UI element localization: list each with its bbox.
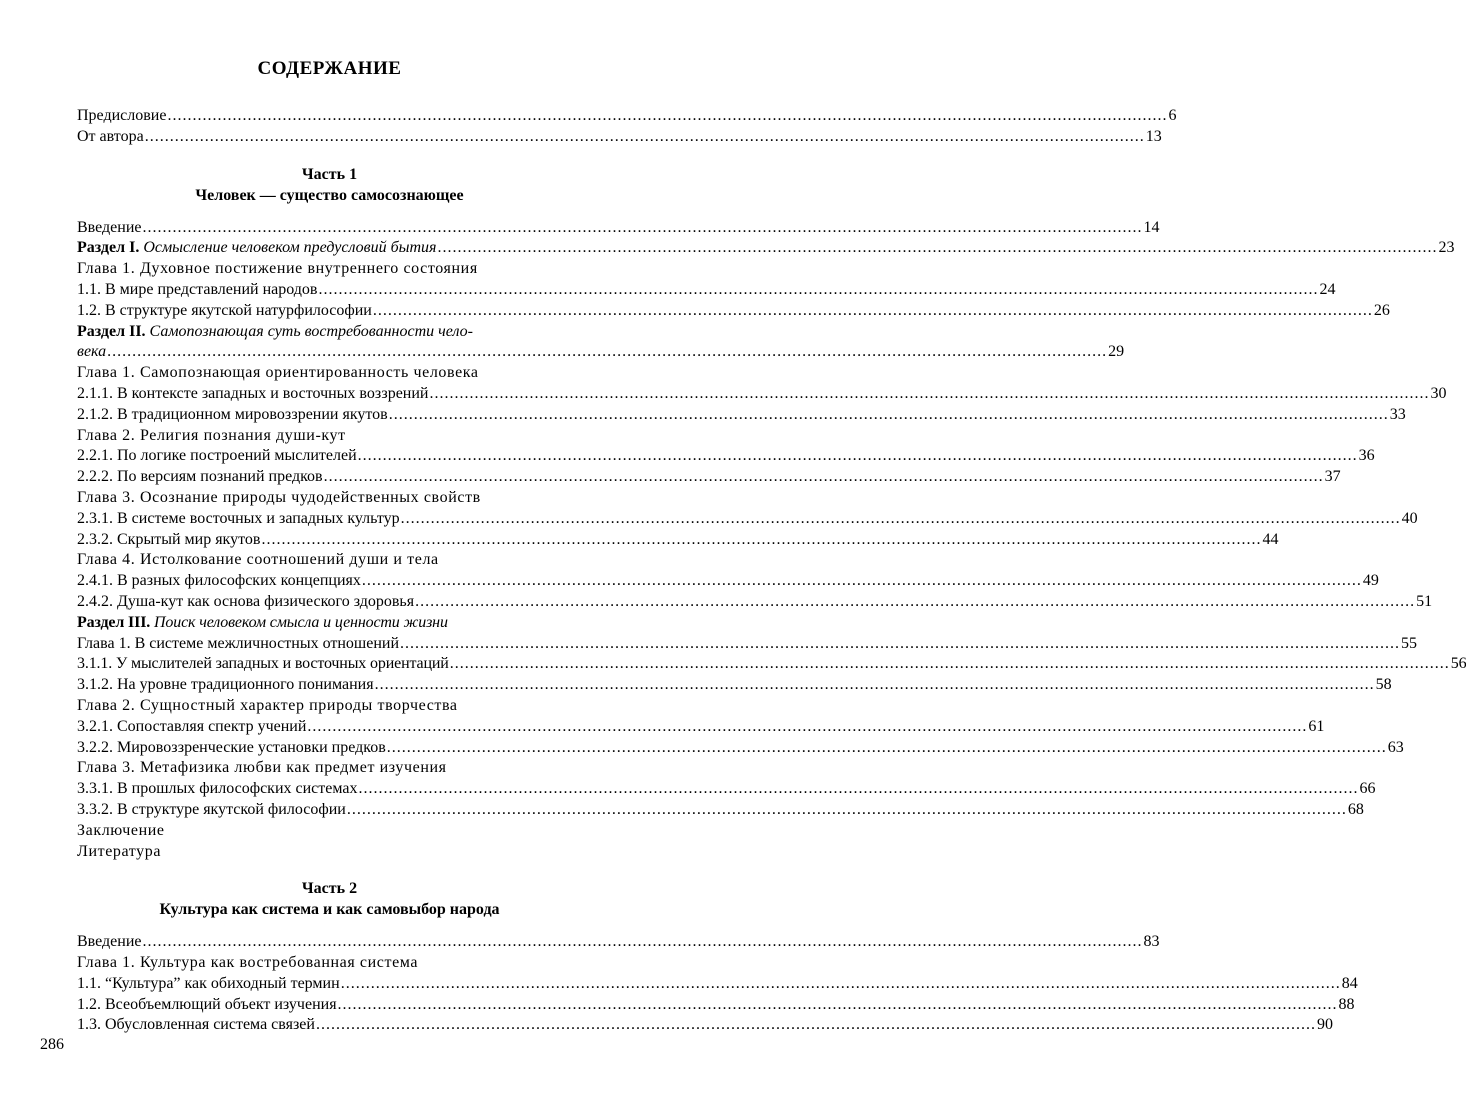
entry-page: 14 — [1143, 218, 1160, 236]
part1-heading-block — [77, 164, 582, 206]
chapter-heading: Глава 2. Сущностный характер природы творчества — [77, 696, 458, 714]
chapter-heading: Глава 1. Духовное постижение внутреннего состояния — [77, 260, 478, 278]
entry-page: 63 — [1387, 738, 1404, 756]
dot-leader: ........................................................................................................................................................................................................ — [415, 592, 1416, 610]
toc-section1 — [77, 238, 1455, 259]
toc-page — [77, 58, 1466, 1036]
toc-entry — [77, 738, 1404, 759]
entry-page: 36 — [1358, 447, 1375, 465]
entry-label: 2.3.2. Скрытый мир якутов — [77, 530, 261, 548]
toc-section2 — [77, 322, 582, 343]
entry-label: 1.1. “Культура” как обиходный термин — [77, 974, 340, 992]
toc-entry — [77, 301, 1390, 322]
toc-entry-part2-intro — [77, 932, 1160, 953]
toc-entry — [77, 779, 1376, 800]
dot-leader: ........................................................................................................................................................................................................ — [167, 107, 1168, 124]
dot-leader: ........................................................................................................................................................................................................ — [437, 239, 1438, 257]
entry-page: 23 — [1438, 239, 1455, 257]
entry-page: 51 — [1416, 592, 1433, 610]
dot-leader: ........................................................................................................................................................................................................ — [386, 738, 1387, 756]
entry-page: 88 — [1338, 995, 1355, 1013]
dot-leader: ........................................................................................................................................................................................................ — [323, 468, 1324, 486]
section-title: Осмысление человеком предусловий бытия — [143, 239, 437, 257]
chapter-heading: Глава 3. Осознание природы чудодейственных свойств — [77, 488, 481, 506]
toc-entry — [77, 280, 1336, 301]
dot-leader: ........................................................................................................................................................................................................ — [429, 384, 1430, 402]
dot-leader: ........................................................................................................................................................................................................ — [374, 676, 1375, 694]
toc-entry — [77, 717, 1325, 738]
dot-leader: ........................................................................................................................................................................................................ — [142, 933, 1143, 951]
toc-section2-cont — [77, 342, 1125, 363]
entry-label: 2.1.2. В традиционном мировоззрении якутов — [77, 405, 388, 423]
toc-entry — [77, 509, 1418, 530]
entry-page: 24 — [1319, 280, 1336, 298]
entry-label: 3.3.1. В прошлых философских системах — [77, 780, 358, 798]
chapter-heading: Глава 1. Самопознающая ориентированность человека — [77, 364, 479, 382]
toc-entry — [77, 1015, 1333, 1036]
entry-label: От автора — [77, 127, 144, 145]
dot-leader: ........................................................................................................................................................................................................ — [400, 634, 1401, 652]
toc-entry — [77, 675, 1392, 696]
section-title-line2: века — [77, 343, 107, 361]
toc-entry-part1-intro — [77, 218, 1160, 239]
entry-page: 49 — [1362, 572, 1379, 590]
entry-page: 55 — [1401, 634, 1418, 652]
literature-entry: Литература — [77, 842, 162, 860]
dot-leader: ........................................................................................................................................................................................................ — [361, 572, 1362, 590]
entry-label: 3.1.1. У мыслителей западных и восточных ориентаций — [77, 655, 449, 673]
conclusion-entry: Заключение — [77, 821, 165, 839]
toc-entry — [77, 995, 1355, 1016]
dot-leader: ........................................................................................................................................................................................................ — [340, 974, 1341, 992]
entry-page: 29 — [1108, 343, 1125, 361]
entry-label: 1.3. Обусловленная система связей — [77, 1016, 315, 1034]
section-title: Поиск человеком смысла и ценности жизни — [153, 613, 448, 631]
dot-leader: ........................................................................................................................................................................................................ — [337, 995, 1338, 1013]
dot-leader: ........................................................................................................................................................................................................ — [358, 780, 1359, 798]
dot-leader: ........................................................................................................................................................................................................ — [107, 343, 1108, 361]
dot-leader: ........................................................................................................................................................................................................ — [388, 405, 1389, 423]
part2-heading-block — [77, 878, 582, 920]
part2-subtitle: Культура как система и как самовыбор народа — [159, 901, 500, 919]
entry-label: Введение — [77, 933, 142, 951]
toc-title: СОДЕРЖАНИЕ — [257, 58, 402, 79]
dot-leader: ........................................................................................................................................................................................................ — [449, 655, 1450, 673]
dot-leader: ........................................................................................................................................................................................................ — [400, 509, 1401, 527]
entry-label: 2.2.2. По версиям познаний предков — [77, 468, 323, 486]
entry-page: 6 — [1168, 107, 1177, 124]
toc-entry — [77, 592, 1433, 613]
dot-leader: ........................................................................................................................................................................................................ — [142, 218, 1143, 236]
dot-leader: ........................................................................................................................................................................................................ — [346, 800, 1347, 818]
dot-leader: ........................................................................................................................................................................................................ — [318, 280, 1319, 298]
entry-label: Предисловие — [77, 107, 167, 124]
dot-leader: ........................................................................................................................................................................................................ — [144, 127, 1145, 145]
section-title-line1: Самопознающая суть востребованности чело- — [149, 322, 473, 340]
part1-heading: Часть 1 — [301, 165, 358, 183]
toc-entry — [77, 405, 1406, 426]
entry-label: 2.4.1. В разных философских концепциях — [77, 572, 361, 590]
page-number: 286 — [40, 1036, 64, 1053]
part1-subtitle: Человек — существо самосознающее — [195, 186, 464, 204]
entry-label: 3.1.2. На уровне традиционного понимания — [77, 676, 374, 694]
chapter-heading: Глава 1. Культура как востребованная система — [77, 954, 419, 972]
entry-page: 56 — [1450, 655, 1466, 673]
dot-leader: ........................................................................................................................................................................................................ — [357, 447, 1358, 465]
toc-entry — [77, 467, 1341, 488]
section-prefix: Раздел I. — [77, 239, 140, 257]
entry-label: 2.2.1. По логике построений мыслителей — [77, 447, 357, 465]
entry-label: Введение — [77, 218, 142, 236]
toc-entry — [77, 446, 1375, 467]
toc-entry-preface — [77, 106, 1177, 127]
toc-entry-author-note — [77, 127, 1162, 148]
toc-entry — [77, 800, 1364, 821]
entry-page: 37 — [1324, 468, 1341, 486]
toc-entry — [77, 654, 1466, 675]
entry-page: 26 — [1373, 301, 1390, 319]
toc-entry — [77, 974, 1358, 995]
entry-page: 58 — [1375, 676, 1392, 694]
entry-label: 1.1. В мире представлений народов — [77, 280, 318, 298]
entry-label: 2.3.1. В системе восточных и западных культур — [77, 509, 400, 527]
entry-label: 2.4.2. Душа-кут как основа физического здоровья — [77, 592, 415, 610]
entry-page: 33 — [1389, 405, 1406, 423]
entry-label: 3.2.2. Мировоззренческие установки предков — [77, 738, 386, 756]
entry-page: 83 — [1143, 933, 1160, 951]
dot-leader: ........................................................................................................................................................................................................ — [315, 1016, 1316, 1034]
toc-entry — [77, 634, 1418, 655]
entry-label: Глава 1. В системе межличностных отношений — [77, 634, 400, 652]
entry-page: 30 — [1430, 384, 1447, 402]
entry-page: 66 — [1359, 780, 1376, 798]
dot-leader: ........................................................................................................................................................................................................ — [307, 717, 1308, 735]
chapter-heading: Глава 4. Истолкование соотношений души и тела — [77, 551, 439, 569]
dot-leader: ........................................................................................................................................................................................................ — [372, 301, 1373, 319]
entry-label: 2.1.1. В контексте западных и восточных воззрений — [77, 384, 429, 402]
section-prefix: Раздел III. — [77, 613, 151, 631]
toc-entry — [77, 384, 1447, 405]
entry-page: 68 — [1347, 800, 1364, 818]
entry-label: 3.3.2. В структуре якутской философии — [77, 800, 346, 818]
chapter-heading: Глава 3. Метафизика любви как предмет изучения — [77, 759, 447, 777]
entry-page: 84 — [1341, 974, 1358, 992]
entry-page: 40 — [1401, 509, 1418, 527]
entry-label: 1.2. Всеобъемлющий объект изучения — [77, 995, 337, 1013]
toc-entry — [77, 571, 1379, 592]
entry-page: 90 — [1316, 1016, 1333, 1034]
chapter-heading: Глава 2. Религия познания души-кут — [77, 426, 346, 444]
entry-page: 13 — [1145, 127, 1162, 145]
entry-page: 44 — [1262, 530, 1279, 548]
part2-heading: Часть 2 — [301, 880, 358, 898]
entry-page: 61 — [1308, 717, 1325, 735]
dot-leader: ........................................................................................................................................................................................................ — [261, 530, 1262, 548]
toc-section3 — [77, 613, 582, 634]
section-prefix: Раздел II. — [77, 322, 146, 340]
toc-entry — [77, 530, 1279, 551]
entry-label: 3.2.1. Сопоставляя спектр учений — [77, 717, 307, 735]
entry-label: 1.2. В структуре якутской натурфилософии — [77, 301, 372, 319]
